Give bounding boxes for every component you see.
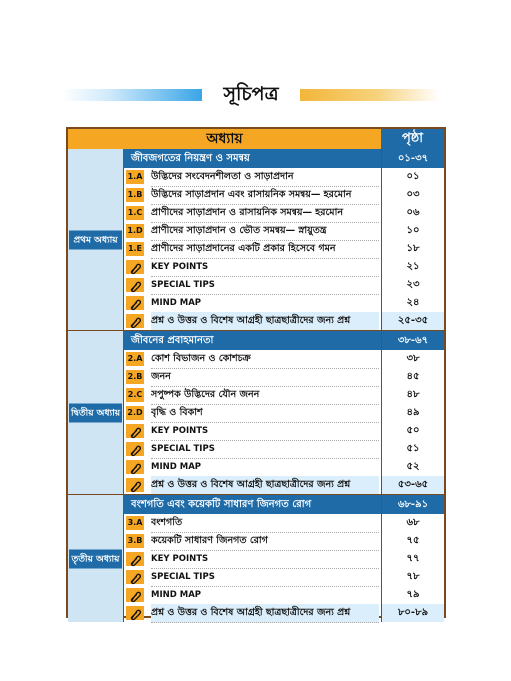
section-code-badge: 2.D — [126, 406, 144, 420]
entry-title: প্রাণীদের সাড়াপ্রদানের একটি প্রকার হিসেবে গমন — [151, 240, 379, 259]
toc-entry[interactable] — [123, 586, 444, 604]
paperclip-icon — [126, 314, 144, 328]
entry-title: প্রশ্ন ও উত্তর ও বিশেষ আগ্রহী ছাত্রছাত্রীদের জন্য প্রশ্ন — [151, 312, 379, 331]
section-code-badge: 1.D — [126, 224, 144, 238]
entry-title: প্রাণীদের সাড়াপ্রদান ও ভৌত সমন্বয়— স্নায়ুতন্ত্র — [151, 222, 379, 241]
entry-page-number: ৭৮ — [381, 568, 444, 586]
toc-entry[interactable] — [123, 186, 444, 204]
section-code-badge: 1.E — [126, 242, 144, 256]
paperclip-icon — [126, 424, 144, 438]
section-code-badge: 3.B — [126, 534, 144, 548]
entry-title: কোশ বিভাজন ও কোশচক্র — [151, 350, 379, 369]
toc-entry[interactable] — [123, 568, 444, 586]
section-code-badge: 2.B — [126, 370, 144, 384]
toc-entry[interactable] — [123, 386, 444, 404]
entry-title: কয়েকটি সাধারণ জিনগত রোগ — [151, 532, 379, 551]
entry-title: SPECIAL TIPS — [151, 568, 379, 587]
toc-entry[interactable] — [123, 368, 444, 386]
entry-page-number: ১০ — [381, 222, 444, 240]
chapter-column-header: অধ্যায় — [68, 129, 382, 149]
entry-title: SPECIAL TIPS — [151, 276, 379, 295]
entry-page-number: ২৫-৩৫ — [381, 312, 444, 330]
entry-page-number: ০৩ — [381, 186, 444, 204]
toc-entry[interactable] — [123, 168, 444, 186]
toc-entry[interactable] — [123, 294, 444, 312]
chapter-sidebar — [68, 331, 124, 494]
chapter-block — [68, 331, 444, 494]
toc-entry[interactable] — [123, 312, 444, 330]
chapter-page-range: ৬৮-৯১ — [381, 495, 444, 514]
chapter-title[interactable]: জীবজগতের নিয়ন্ত্রণ ও সমন্বয় — [123, 149, 381, 168]
toc-entry[interactable] — [123, 222, 444, 240]
paperclip-icon — [126, 588, 144, 602]
entry-title: KEY POINTS — [151, 258, 379, 277]
chapter-label: প্রথম অধ্যায় — [69, 230, 122, 249]
chapter-label: তৃতীয় অধ্যায় — [69, 549, 122, 568]
toc-entry[interactable] — [123, 422, 444, 440]
contents-table — [66, 127, 446, 618]
entry-page-number: ০১ — [381, 168, 444, 186]
toc-entry[interactable] — [123, 550, 444, 568]
toc-entry[interactable] — [123, 350, 444, 368]
page-title: সূচিপত্র — [223, 83, 279, 105]
entry-title: MIND MAP — [151, 586, 379, 605]
entry-title: জনন — [151, 368, 379, 387]
toc-entry[interactable] — [123, 604, 444, 622]
entry-page-number: ২১ — [381, 258, 444, 276]
chapter-sidebar — [68, 149, 124, 330]
entry-page-number: ৬৮ — [381, 514, 444, 532]
toc-entry[interactable] — [123, 258, 444, 276]
page-column-header: পৃষ্ঠা — [381, 129, 444, 149]
entry-page-number: ৩৮ — [381, 350, 444, 368]
entry-page-number: ৫৩-৬৫ — [381, 476, 444, 494]
section-code-badge: 1.C — [126, 206, 144, 220]
paperclip-icon — [126, 260, 144, 274]
entry-title: MIND MAP — [151, 294, 379, 313]
paperclip-icon — [126, 442, 144, 456]
entry-title: KEY POINTS — [151, 422, 379, 441]
title-bar-left — [62, 89, 202, 101]
entry-page-number: ৭৭ — [381, 550, 444, 568]
entry-title: SPECIAL TIPS — [151, 440, 379, 459]
toc-entry[interactable] — [123, 476, 444, 494]
toc-entry[interactable] — [123, 440, 444, 458]
toc-entry[interactable] — [123, 276, 444, 294]
chapter-title[interactable]: বংশগতি এবং কয়েকটি সাধারণ জিনগত রোগ — [123, 495, 381, 514]
chapter-block — [68, 495, 444, 622]
section-code-badge: 1.A — [126, 170, 144, 184]
entry-page-number: ৪৫ — [381, 368, 444, 386]
chapter-page-range: ০১-৩৭ — [381, 149, 444, 168]
entry-page-number: ৪৮ — [381, 386, 444, 404]
paperclip-icon — [126, 296, 144, 310]
toc-entry[interactable] — [123, 204, 444, 222]
entry-title: KEY POINTS — [151, 550, 379, 569]
paperclip-icon — [126, 460, 144, 474]
section-code-badge: 3.A — [126, 516, 144, 530]
chapter-page-range: ৩৮-৬৭ — [381, 331, 444, 350]
toc-entry[interactable] — [123, 240, 444, 258]
chapter-title[interactable]: জীবনের প্রবাহমানতা — [123, 331, 381, 350]
entry-page-number: ২৪ — [381, 294, 444, 312]
entry-page-number: ১৮ — [381, 240, 444, 258]
entry-page-number: ৭৫ — [381, 532, 444, 550]
entry-page-number: ৮০-৮৯ — [381, 604, 444, 622]
entry-title: প্রাণীদের সাড়াপ্রদান ও রাসায়নিক সমন্বয়— হরমোন — [151, 204, 379, 223]
section-code-badge: 2.A — [126, 352, 144, 366]
chapter-label: দ্বিতীয় অধ্যায় — [69, 403, 122, 422]
title-banner — [0, 82, 511, 112]
entry-page-number: ৫১ — [381, 440, 444, 458]
entry-title: প্রশ্ন ও উত্তর ও বিশেষ আগ্রহী ছাত্রছাত্রীদের জন্য প্রশ্ন — [151, 604, 379, 623]
paperclip-icon — [126, 552, 144, 566]
entry-page-number: ৫২ — [381, 458, 444, 476]
entry-title: বংশগতি — [151, 514, 379, 533]
chapter-block — [68, 149, 444, 330]
toc-entry[interactable] — [123, 458, 444, 476]
entry-page-number: ৪৯ — [381, 404, 444, 422]
paperclip-icon — [126, 278, 144, 292]
title-bar-right — [300, 89, 440, 101]
toc-entry[interactable] — [123, 514, 444, 532]
entry-title: সপুষ্পক উদ্ভিদের যৌন জনন — [151, 386, 379, 405]
section-code-badge: 1.B — [126, 188, 144, 202]
entry-title: উদ্ভিদের সাড়াপ্রদান এবং রাসায়নিক সমন্বয়— হরমোন — [151, 186, 379, 205]
toc-entry[interactable] — [123, 404, 444, 422]
entry-page-number: ৫০ — [381, 422, 444, 440]
paperclip-icon — [126, 570, 144, 584]
section-code-badge: 2.C — [126, 388, 144, 402]
entry-title: উদ্ভিদের সংবেদনশীলতা ও সাড়াপ্রদান — [151, 168, 379, 187]
entry-title: প্রশ্ন ও উত্তর ও বিশেষ আগ্রহী ছাত্রছাত্রীদের জন্য প্রশ্ন — [151, 476, 379, 495]
toc-entry[interactable] — [123, 532, 444, 550]
paperclip-icon — [126, 606, 144, 620]
chapter-sidebar — [68, 495, 124, 622]
entry-page-number: ০৬ — [381, 204, 444, 222]
entry-page-number: ২৩ — [381, 276, 444, 294]
entry-page-number: ৭৯ — [381, 586, 444, 604]
entry-title: বৃদ্ধি ও বিকাশ — [151, 404, 379, 423]
entry-title: MIND MAP — [151, 458, 379, 477]
paperclip-icon — [126, 478, 144, 492]
